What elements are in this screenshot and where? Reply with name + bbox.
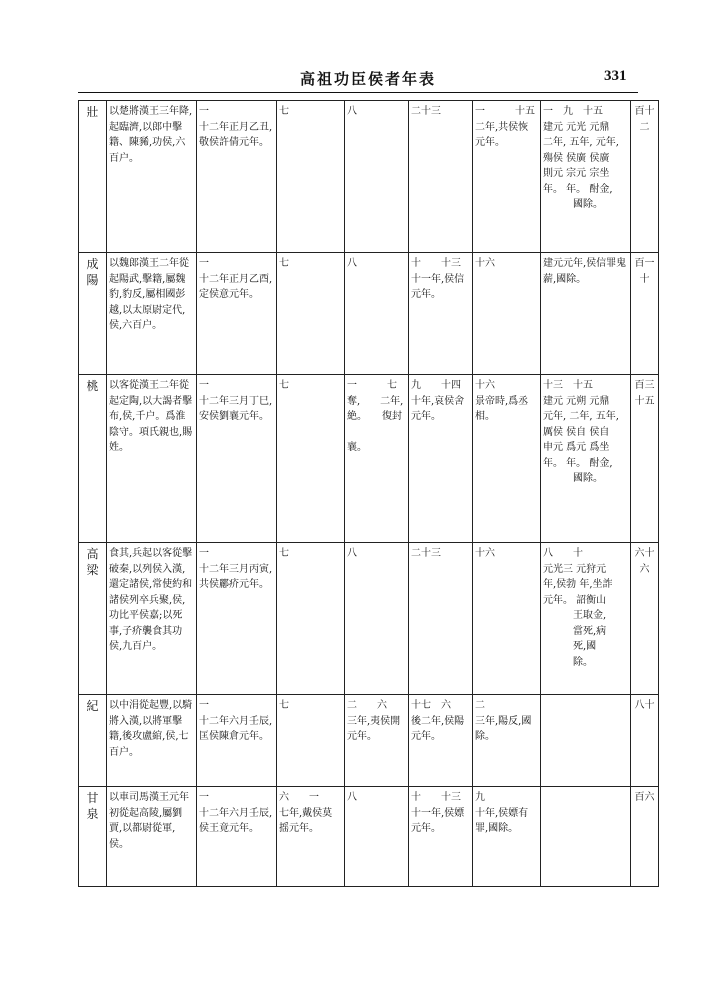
cell-name	[79, 695, 107, 787]
cell-merit	[107, 543, 197, 695]
name-text: 桃	[86, 379, 99, 393]
merit-text: 以楚將漢王三年降,起臨濟,以郎中擊籍、陳豨,功侯,六百户。	[109, 106, 193, 164]
table-row	[79, 695, 659, 787]
cell-jingdi	[473, 375, 541, 543]
huidi-text: 六 一 七年,戴侯莫摇元年。	[279, 792, 333, 834]
gaozu-text: 一 十二年六月壬辰,侯王竟元年。	[199, 792, 273, 834]
cell-rank	[631, 253, 659, 375]
gaozu-text: 一 十二年三月丙寅,共侯酈疥元年。	[199, 548, 273, 590]
wendi-text: 十 十三 十一年,侯信元年。	[411, 258, 465, 300]
cell-jingdi	[473, 543, 541, 695]
cell-merit	[107, 375, 197, 543]
merit-text: 以車司馬漢王元年初從起高陵,屬劉賈,以都尉從軍,侯。	[109, 792, 189, 850]
cell-jianyuan	[541, 787, 631, 887]
cell-name	[79, 253, 107, 375]
cell-rank	[631, 695, 659, 787]
cell-jingdi	[473, 787, 541, 887]
huidi-text: 七	[279, 700, 289, 711]
rank-text: 百三十五	[634, 380, 655, 407]
merit-text: 食其,兵起以客從擊破秦,以列侯入漢,還定諸侯,常使約和諸侯列卒兵聚,侯,功比平侯嘉;以死事,子疥襲食其功侯,九百户。	[109, 548, 193, 652]
cell-jianyuan	[541, 375, 631, 543]
cell-gaozu	[197, 787, 277, 887]
cell-rank	[631, 787, 659, 887]
name-text: 甘泉	[86, 791, 99, 821]
page-header-title: 高祖功臣侯者年表	[300, 70, 437, 88]
rank-text: 百六	[634, 792, 655, 803]
jianyuan-text: 建元元年,侯信罪鬼薪,國除。	[543, 258, 627, 285]
merit-text: 以魏郎漢王二年從起陽武,擊籍,屬魏豹,豹反,屬相國彭越,以太原尉定代,侯,六百户。	[109, 258, 189, 331]
cell-gaozu	[197, 543, 277, 695]
jingdi-text: 十六	[475, 548, 495, 559]
gaozu-text: 一 十二年正月乙酉,定侯意元年。	[199, 258, 273, 300]
cell-rank	[631, 543, 659, 695]
rank-text: 百一十	[634, 258, 655, 285]
jingdi-text: 二 三年,陽反,國除。	[475, 700, 532, 742]
wendi-text: 二十三	[411, 548, 441, 559]
table-row	[79, 787, 659, 887]
cell-wendi	[409, 101, 473, 253]
cell-gaohou	[345, 253, 409, 375]
cell-wendi	[409, 695, 473, 787]
wendi-text: 九 十四 十年,哀侯舍元年。	[411, 380, 465, 422]
table-row	[79, 253, 659, 375]
gaohou-text: 二 六 三年,夷侯開元年。	[347, 700, 401, 742]
jingdi-text: 一 十五 二年,共侯恢元年。	[475, 106, 535, 148]
gaozu-text: 一 十二年正月乙丑,敬侯許倩元年。	[199, 106, 273, 148]
cell-merit	[107, 787, 197, 887]
cell-huidi	[277, 543, 345, 695]
cell-wendi	[409, 543, 473, 695]
gaohou-text: 八	[347, 106, 357, 117]
cell-gaohou	[345, 787, 409, 887]
cell-gaohou	[345, 375, 409, 543]
table-row	[79, 375, 659, 543]
jianyuan-text: 十三 十五 建元 元朔 元鼎 元年, 二年, 五年, 厲侯 侯自 侯自 申元 爲元 爲坐 年。 年。 酎金, 國除。	[543, 380, 619, 484]
gaohou-text: 八	[347, 548, 357, 559]
huidi-text: 七	[279, 380, 289, 391]
cell-gaozu	[197, 101, 277, 253]
rank-text: 八十	[634, 700, 655, 711]
merit-text: 以中涓從起豐,以騎將入漢,以將軍擊籍,後攻盧綰,侯,七百户。	[109, 700, 193, 758]
huidi-text: 七	[279, 258, 289, 269]
table-row	[79, 101, 659, 253]
name-text: 高梁	[86, 547, 99, 577]
gaohou-text: 八	[347, 792, 357, 803]
cell-rank	[631, 101, 659, 253]
gaozu-text: 一 十二年六月壬辰,匡侯陳倉元年。	[199, 700, 273, 742]
gaohou-text: 八	[347, 258, 357, 269]
jingdi-text: 九 十年,侯嫖有罪,國除。	[475, 792, 529, 834]
cell-gaozu	[197, 695, 277, 787]
wendi-text: 十七 六 後二年,侯陽元年。	[411, 700, 465, 742]
table-row	[79, 543, 659, 695]
merit-text: 以客從漢王二年從起定陶,以大謁者擊布,侯,千户。爲淮陰守。項氏親也,賜姓。	[109, 380, 193, 453]
cell-huidi	[277, 101, 345, 253]
cell-name	[79, 375, 107, 543]
rank-text: 六十六	[634, 548, 655, 575]
cell-jianyuan	[541, 543, 631, 695]
cell-name	[79, 787, 107, 887]
cell-gaohou	[345, 543, 409, 695]
cell-jianyuan	[541, 253, 631, 375]
huidi-text: 七	[279, 548, 289, 559]
cell-gaohou	[345, 101, 409, 253]
cell-name	[79, 543, 107, 695]
cell-merit	[107, 253, 197, 375]
cell-rank	[631, 375, 659, 543]
jingdi-text: 十六 景帝時,爲丞相。	[475, 380, 529, 422]
name-text: 紀	[86, 699, 99, 713]
name-text: 成陽	[86, 257, 99, 287]
jianyuan-text: 八 十 元光三 元狩元 年,侯勃 年,坐詐 元年。 詔衡山 王取金, 當死,病 死,國 除。	[543, 548, 613, 668]
cell-huidi	[277, 787, 345, 887]
cell-gaozu	[197, 375, 277, 543]
cell-jingdi	[473, 253, 541, 375]
gaohou-text: 一 七 奪, 二年, 絶。 復封 襄。	[347, 380, 404, 453]
cell-jingdi	[473, 101, 541, 253]
header-rule	[78, 92, 638, 93]
cell-huidi	[277, 253, 345, 375]
marquis-table	[78, 100, 659, 887]
cell-merit	[107, 695, 197, 787]
cell-jianyuan	[541, 101, 631, 253]
rank-text: 百十二	[634, 106, 655, 133]
cell-jianyuan	[541, 695, 631, 787]
cell-huidi	[277, 375, 345, 543]
huidi-text: 七	[279, 106, 289, 117]
cell-gaohou	[345, 695, 409, 787]
wendi-text: 十 十三 十一年,侯嫖元年。	[411, 792, 465, 834]
jianyuan-text: 一 九 十五 建元 元光 元鼎 二年, 五年, 元年, 殤侯 侯廣 侯廣 則元 宗元 宗坐 年。 年。 酎金, 國除。	[543, 106, 619, 210]
cell-wendi	[409, 375, 473, 543]
cell-jingdi	[473, 695, 541, 787]
cell-wendi	[409, 787, 473, 887]
cell-huidi	[277, 695, 345, 787]
page-number: 331	[604, 68, 627, 84]
cell-name	[79, 101, 107, 253]
cell-wendi	[409, 253, 473, 375]
gaozu-text: 一 十二年三月丁巳,安侯劉襄元年。	[199, 380, 273, 422]
name-text: 壯	[86, 105, 99, 119]
cell-gaozu	[197, 253, 277, 375]
wendi-text: 二十三	[411, 106, 441, 117]
jingdi-text: 十六	[475, 258, 495, 269]
cell-merit	[107, 101, 197, 253]
